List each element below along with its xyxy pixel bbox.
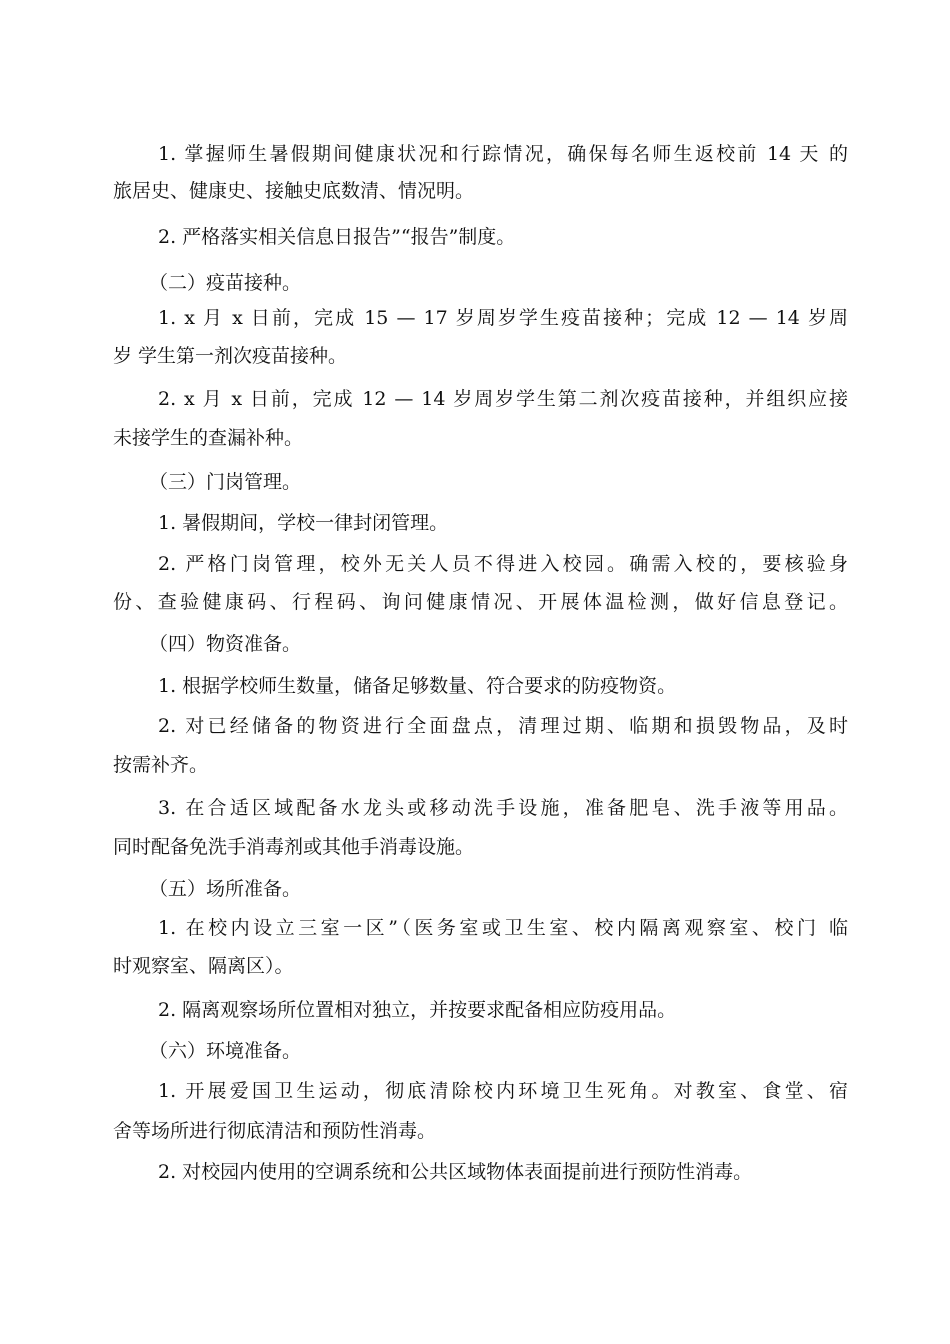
section-heading-gate: （三）门岗管理。 bbox=[149, 471, 302, 493]
item-1-line-2: 旅居史、健康史、接触史底数清、情况明。 bbox=[113, 180, 475, 202]
gate-item-2-line-1: 2. 严格门岗管理，校外无关人员不得进入校园。确需入校的，要核验身 bbox=[158, 553, 848, 575]
vaccine-item-1-line-1: 1. x 月 x 日前，完成 15 — 17 岁周岁学生疫苗接种；完成 12 — 14 岁周 bbox=[158, 307, 848, 329]
section-heading-supplies: （四）物资准备。 bbox=[149, 633, 302, 655]
vaccine-item-1-line-2: 岁 学生第一剂次疫苗接种。 bbox=[113, 345, 348, 367]
section-heading-environment: （六）环境准备。 bbox=[149, 1040, 302, 1062]
venue-item-2: 2. 隔离观察场所位置相对独立，并按要求配备相应防疫用品。 bbox=[158, 999, 677, 1021]
venue-item-1-line-1: 1. 在校内设立三室一区”（医务室或卫生室、校内隔离观察室、校门 临 bbox=[158, 917, 848, 939]
vaccine-item-2-line-2: 未接学生的查漏补种。 bbox=[113, 427, 304, 449]
supplies-item-3-line-2: 同时配备免洗手消毒剂或其他手消毒设施。 bbox=[113, 836, 475, 858]
environment-item-1-line-1: 1. 开展爱国卫生运动，彻底清除校内环境卫生死角。对教室、食堂、宿 bbox=[158, 1080, 848, 1102]
gate-item-1: 1. 暑假期间，学校一律封闭管理。 bbox=[158, 512, 449, 534]
section-heading-venue: （五）场所准备。 bbox=[149, 878, 302, 900]
supplies-item-3-line-1: 3. 在合适区域配备水龙头或移动洗手设施，准备肥皂、洗手液等用品。 bbox=[158, 797, 848, 819]
section-heading-vaccination: （二）疫苗接种。 bbox=[149, 272, 302, 294]
vaccine-item-2-line-1: 2. x 月 x 日前，完成 12 — 14 岁周岁学生第二剂次疫苗接种，并组织应接 bbox=[158, 388, 848, 410]
venue-item-1-line-2: 时观察室、隔离区）。 bbox=[113, 955, 294, 977]
supplies-item-2-line-1: 2. 对已经储备的物资进行全面盘点，清理过期、临期和损毁物品，及时 bbox=[158, 715, 848, 737]
gate-item-2-line-2: 份、查验健康码、行程码、询问健康情况、开展体温检测，做好信息登记。 bbox=[113, 591, 848, 613]
supplies-item-1: 1. 根据学校师生数量，储备足够数量、符合要求的防疫物资。 bbox=[158, 675, 677, 697]
environment-item-1-line-2: 舍等场所进行彻底清洁和预防性消毒。 bbox=[113, 1120, 437, 1142]
environment-item-2: 2. 对校园内使用的空调系统和公共区域物体表面提前进行预防性消毒。 bbox=[158, 1161, 753, 1183]
supplies-item-2-line-2: 按需补齐。 bbox=[113, 754, 209, 776]
item-2-line-1: 2. 严格落实相关信息日报告”“报告”制度。 bbox=[158, 226, 516, 248]
item-1-line-1: 1. 掌握师生暑假期间健康状况和行踪情况，确保每名师生返校前 14 天 的 bbox=[158, 143, 848, 165]
